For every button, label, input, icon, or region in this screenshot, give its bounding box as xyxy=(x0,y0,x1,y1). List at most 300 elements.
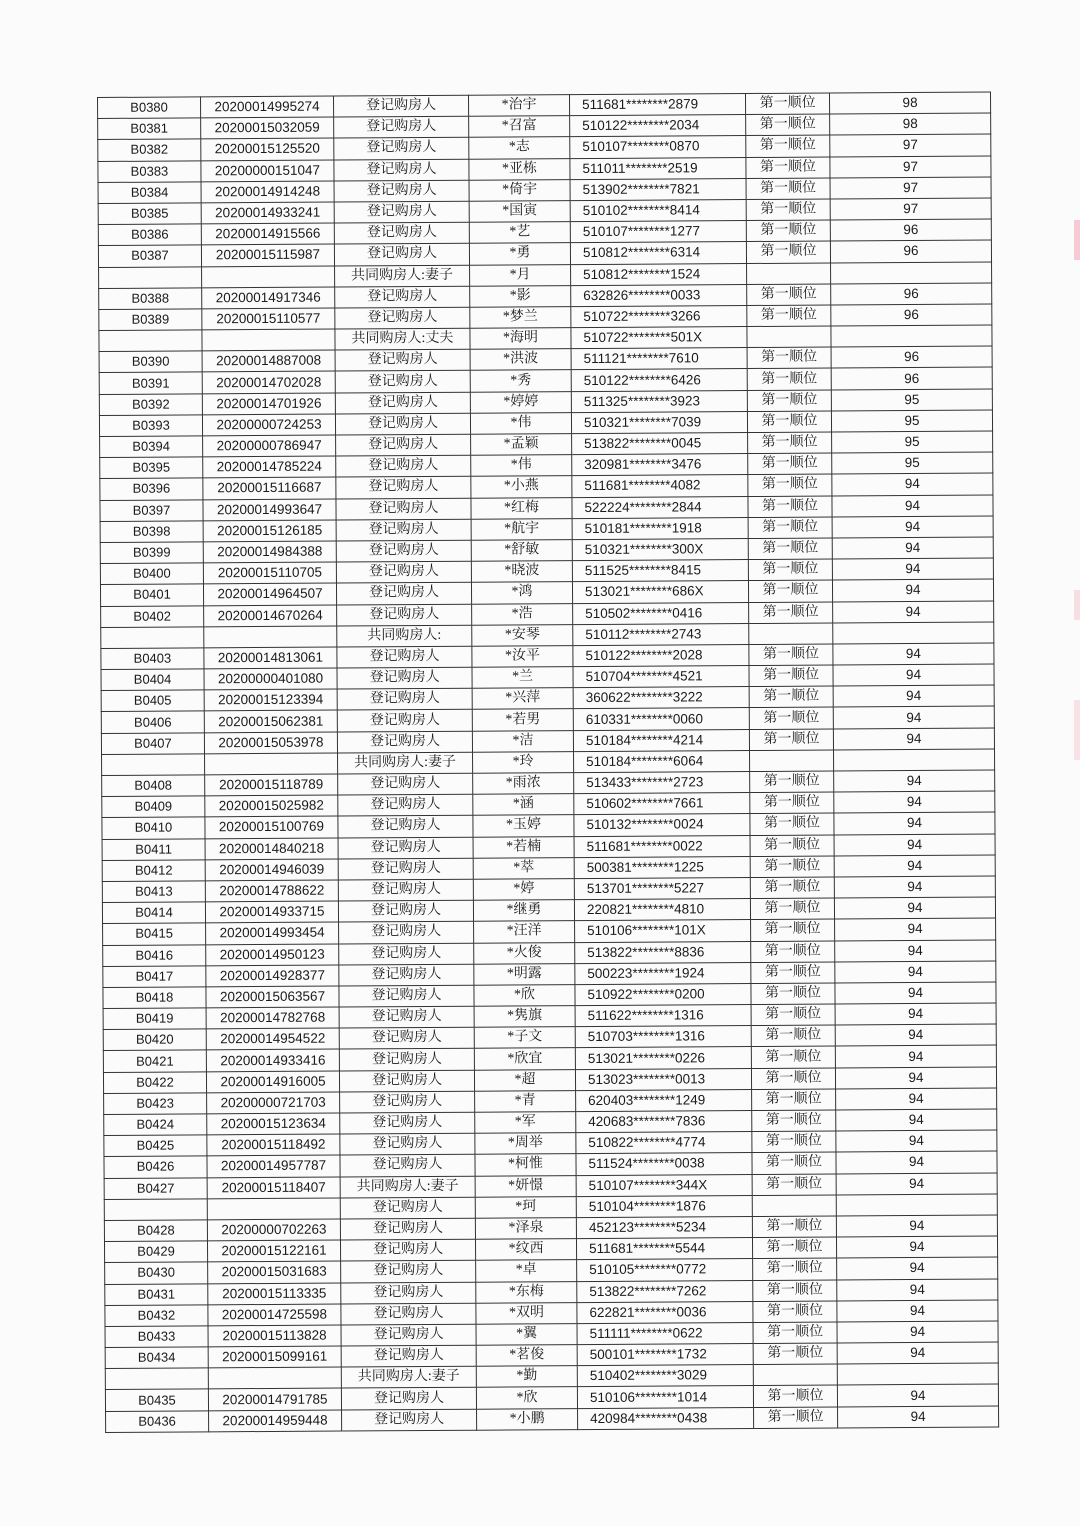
application-number-cell: 20200015031683 xyxy=(208,1261,341,1283)
seal-mark xyxy=(1074,220,1080,260)
score-cell: 95 xyxy=(831,410,992,432)
id-number-cell: 510107********344X xyxy=(576,1174,752,1196)
record-id-cell: B0411 xyxy=(102,838,205,860)
purchaser-role-cell: 登记购房人 xyxy=(340,1218,475,1240)
purchaser-name-cell: *欣 xyxy=(476,1387,577,1409)
record-id-cell: B0418 xyxy=(103,987,206,1009)
purchaser-name-cell: *汝平 xyxy=(472,645,573,667)
record-id-cell: B0407 xyxy=(101,732,204,754)
id-number-cell: 510722********3266 xyxy=(571,305,747,327)
record-id-cell xyxy=(99,266,202,288)
application-number-cell: 20200015125520 xyxy=(201,138,334,160)
purchaser-role-cell: 登记购房人 xyxy=(334,180,469,202)
id-number-cell: 510107********1277 xyxy=(570,221,746,243)
priority-order-cell: 第一顺位 xyxy=(750,877,834,899)
purchaser-name-cell: *小燕 xyxy=(471,476,572,498)
purchaser-name-cell: *梦兰 xyxy=(470,306,571,328)
application-number-cell: 20200014933241 xyxy=(201,202,334,224)
score-cell xyxy=(831,325,992,347)
score-cell: 97 xyxy=(830,134,991,156)
priority-order-cell: 第一顺位 xyxy=(751,919,835,941)
id-number-cell: 511525********8415 xyxy=(572,560,748,582)
record-id-cell: B0387 xyxy=(98,245,201,267)
record-id-cell: B0430 xyxy=(105,1262,208,1284)
id-number-cell: 510107********0870 xyxy=(570,136,746,158)
purchaser-role-cell: 登记购房人 xyxy=(339,985,474,1007)
purchaser-name-cell: *航宇 xyxy=(471,518,572,540)
purchaser-role-cell: 登记购房人 xyxy=(334,201,469,223)
record-id-cell: B0423 xyxy=(104,1093,207,1115)
purchaser-name-cell: *明露 xyxy=(474,963,575,985)
purchaser-role-cell: 共同购房人: xyxy=(337,625,472,647)
priority-order-cell: 第一顺位 xyxy=(750,898,834,920)
id-number-cell: 510922********0200 xyxy=(575,983,751,1005)
priority-order-cell: 第一顺位 xyxy=(749,707,833,729)
id-number-cell: 510105********0772 xyxy=(577,1259,753,1281)
score-cell: 94 xyxy=(835,940,996,962)
record-id-cell: B0383 xyxy=(98,160,201,182)
score-cell: 94 xyxy=(832,537,993,559)
purchaser-name-cell: *军 xyxy=(475,1112,576,1134)
purchaser-role-cell: 共同购房人:妻子 xyxy=(338,752,473,774)
purchaser-name-cell: *双明 xyxy=(476,1302,577,1324)
purchaser-role-cell: 登记购房人 xyxy=(334,222,469,244)
score-cell: 94 xyxy=(834,834,995,856)
record-id-cell: B0420 xyxy=(103,1029,206,1051)
purchaser-name-cell: *超 xyxy=(474,1069,575,1091)
priority-order-cell: 第一顺位 xyxy=(752,1152,836,1174)
application-number-cell: 20200014957787 xyxy=(207,1155,340,1177)
record-id-cell: B0416 xyxy=(103,944,206,966)
score-cell: 94 xyxy=(836,1088,997,1110)
priority-order-cell: 第一顺位 xyxy=(750,856,834,878)
record-id-cell: B0433 xyxy=(105,1326,208,1348)
purchaser-role-cell: 登记购房人 xyxy=(339,1049,474,1071)
record-id-cell: B0410 xyxy=(102,817,205,839)
score-cell: 94 xyxy=(834,791,995,813)
purchaser-role-cell: 登记购房人 xyxy=(339,922,474,944)
priority-order-cell xyxy=(747,263,831,285)
purchaser-role-cell: 登记购房人 xyxy=(337,667,472,689)
record-id-cell: B0415 xyxy=(103,923,206,945)
purchaser-role-cell: 登记购房人 xyxy=(339,964,474,986)
purchaser-name-cell: *东梅 xyxy=(476,1281,577,1303)
priority-order-cell: 第一顺位 xyxy=(753,1343,837,1365)
record-id-cell: B0435 xyxy=(105,1389,208,1411)
application-number-cell: 20200014782768 xyxy=(206,1007,339,1029)
id-number-cell: 220821********4810 xyxy=(574,899,750,921)
application-number-cell: 20200015110705 xyxy=(203,562,336,584)
application-number-cell: 20200015118789 xyxy=(205,774,338,796)
purchaser-name-cell: *鸿 xyxy=(471,582,572,604)
purchaser-role-cell: 登记购房人 xyxy=(336,434,471,456)
purchaser-name-cell: *兴萍 xyxy=(472,688,573,710)
record-id-cell: B0403 xyxy=(101,648,204,670)
purchaser-name-cell: *倚宇 xyxy=(469,179,570,201)
application-number-cell: 20200014725598 xyxy=(208,1304,341,1326)
score-cell: 94 xyxy=(834,855,995,877)
purchaser-role-cell: 登记购房人 xyxy=(337,604,472,626)
purchaser-ranking-table xyxy=(97,92,999,1433)
purchaser-name-cell: *萃 xyxy=(473,857,574,879)
purchaser-role-cell: 登记购房人 xyxy=(339,943,474,965)
application-number-cell: 20200015115987 xyxy=(201,244,334,266)
purchaser-role-cell: 登记购房人 xyxy=(341,1388,476,1410)
purchaser-name-cell: *火俊 xyxy=(474,942,575,964)
priority-order-cell: 第一顺位 xyxy=(752,1131,836,1153)
application-number-cell: 20200014995274 xyxy=(201,96,334,118)
purchaser-name-cell: *秀 xyxy=(470,370,571,392)
record-id-cell: B0417 xyxy=(103,966,206,988)
priority-order-cell: 第一顺位 xyxy=(748,538,832,560)
purchaser-name-cell: *志 xyxy=(469,137,570,159)
score-cell: 94 xyxy=(833,706,994,728)
id-number-cell: 510102********8414 xyxy=(570,199,746,221)
purchaser-role-cell: 登记购房人 xyxy=(337,710,472,732)
purchaser-name-cell: *欣宜 xyxy=(474,1048,575,1070)
id-number-cell: 513021********0226 xyxy=(575,1047,751,1069)
purchaser-role-cell: 登记购房人 xyxy=(335,307,470,329)
record-id-cell: B0382 xyxy=(98,139,201,161)
record-id-cell: B0398 xyxy=(100,521,203,543)
priority-order-cell: 第一顺位 xyxy=(752,1110,836,1132)
purchaser-name-cell: *艺 xyxy=(469,222,570,244)
record-id-cell xyxy=(104,1199,207,1221)
score-cell: 94 xyxy=(833,685,994,707)
application-number-cell: 20200014915566 xyxy=(201,223,334,245)
id-number-cell: 510184********6064 xyxy=(574,750,750,772)
score-cell: 95 xyxy=(832,452,993,474)
purchaser-role-cell: 登记购房人 xyxy=(337,688,472,710)
score-cell: 95 xyxy=(831,389,992,411)
priority-order-cell: 第一顺位 xyxy=(753,1280,837,1302)
priority-order-cell: 第一顺位 xyxy=(752,1174,836,1196)
record-id-cell: B0393 xyxy=(99,415,202,437)
priority-order-cell: 第一顺位 xyxy=(749,686,833,708)
score-cell: 96 xyxy=(830,219,991,241)
score-cell: 94 xyxy=(834,897,995,919)
record-id-cell: B0384 xyxy=(98,182,201,204)
record-id-cell: B0421 xyxy=(103,1050,206,1072)
score-cell: 94 xyxy=(835,1045,996,1067)
application-number-cell: 20200014959448 xyxy=(209,1410,342,1432)
application-number-cell: 20200000151047 xyxy=(201,160,334,182)
id-number-cell: 511121********7610 xyxy=(571,348,747,370)
record-id-cell: B0400 xyxy=(100,563,203,585)
id-number-cell: 632826********0033 xyxy=(571,284,747,306)
application-number-cell: 20200015116687 xyxy=(203,477,336,499)
purchaser-name-cell: *婷婷 xyxy=(470,391,571,413)
purchaser-role-cell: 登记购房人 xyxy=(341,1303,476,1325)
id-number-cell: 511681********5544 xyxy=(576,1238,752,1260)
id-number-cell: 510822********4774 xyxy=(576,1132,752,1154)
record-id-cell: B0434 xyxy=(105,1347,208,1369)
score-cell: 95 xyxy=(832,431,993,453)
priority-order-cell: 第一顺位 xyxy=(747,305,831,327)
score-cell xyxy=(831,262,992,284)
score-cell: 94 xyxy=(836,1151,997,1173)
purchaser-role-cell: 登记购房人 xyxy=(338,794,473,816)
purchaser-name-cell: *汪洋 xyxy=(474,921,575,943)
record-id-cell: B0390 xyxy=(99,351,202,373)
record-id-cell: B0395 xyxy=(100,457,203,479)
id-number-cell: 620403********1249 xyxy=(576,1089,752,1111)
application-number-cell xyxy=(202,266,335,288)
application-number-cell: 20200015113335 xyxy=(208,1283,341,1305)
purchaser-role-cell: 登记购房人 xyxy=(340,1133,475,1155)
application-number-cell: 20200014702028 xyxy=(202,371,335,393)
purchaser-name-cell: *继勇 xyxy=(473,900,574,922)
purchaser-name-cell: *兰 xyxy=(472,667,573,689)
purchaser-role-cell: 登记购房人 xyxy=(336,540,471,562)
id-number-cell: 513433********2723 xyxy=(574,772,750,794)
id-number-cell: 510722********501X xyxy=(571,327,747,349)
score-cell: 94 xyxy=(832,579,993,601)
purchaser-name-cell: *国寅 xyxy=(469,201,570,223)
record-id-cell xyxy=(105,1368,208,1390)
purchaser-name-cell: *青 xyxy=(475,1090,576,1112)
score-cell: 94 xyxy=(837,1342,998,1364)
score-cell: 96 xyxy=(831,346,992,368)
record-id-cell: B0436 xyxy=(106,1410,209,1432)
priority-order-cell: 第一顺位 xyxy=(751,983,835,1005)
record-id-cell: B0422 xyxy=(103,1071,206,1093)
purchaser-role-cell: 登记购房人 xyxy=(336,498,471,520)
score-cell: 94 xyxy=(835,918,996,940)
record-id-cell: B0425 xyxy=(104,1135,207,1157)
record-id-cell: B0397 xyxy=(100,499,203,521)
score-cell: 94 xyxy=(837,1384,998,1406)
score-cell: 94 xyxy=(836,1173,997,1195)
score-cell: 94 xyxy=(836,1109,997,1131)
purchaser-role-cell: 登记购房人 xyxy=(341,1282,476,1304)
purchaser-name-cell: *海明 xyxy=(470,328,571,350)
priority-order-cell: 第一顺位 xyxy=(746,157,830,179)
id-number-cell: 420984********0438 xyxy=(578,1407,754,1429)
purchaser-name-cell: *子文 xyxy=(474,1027,575,1049)
id-number-cell: 511681********4082 xyxy=(572,475,748,497)
seal-mark xyxy=(1074,590,1080,620)
score-cell: 94 xyxy=(833,643,994,665)
purchaser-role-cell: 登记购房人 xyxy=(336,455,471,477)
purchaser-name-cell: *洁 xyxy=(472,730,573,752)
application-number-cell xyxy=(202,329,335,351)
purchaser-name-cell: *雨浓 xyxy=(473,773,574,795)
score-cell: 98 xyxy=(829,92,990,114)
priority-order-cell: 第一顺位 xyxy=(750,813,834,835)
purchaser-role-cell: 登记购房人 xyxy=(335,286,470,308)
application-number-cell: 20200000401080 xyxy=(204,668,337,690)
priority-order-cell: 第一顺位 xyxy=(748,432,832,454)
purchaser-name-cell: *晓波 xyxy=(471,561,572,583)
id-number-cell: 420683********7836 xyxy=(576,1111,752,1133)
application-number-cell: 20200000702263 xyxy=(207,1219,340,1241)
priority-order-cell xyxy=(752,1195,836,1217)
score-cell: 96 xyxy=(831,367,992,389)
purchaser-role-cell: 登记购房人 xyxy=(338,773,473,795)
purchaser-role-cell: 登记购房人 xyxy=(340,1112,475,1134)
score-cell xyxy=(837,1363,998,1385)
application-number-cell: 20200014916005 xyxy=(206,1071,339,1093)
application-number-cell: 20200014813061 xyxy=(204,647,337,669)
application-number-cell: 20200015123394 xyxy=(204,689,337,711)
record-id-cell: B0431 xyxy=(105,1283,208,1305)
record-id-cell: B0414 xyxy=(102,902,205,924)
priority-order-cell: 第一顺位 xyxy=(747,347,831,369)
record-id-cell: B0413 xyxy=(102,881,205,903)
priority-order-cell xyxy=(747,326,831,348)
id-number-cell: 511011********2519 xyxy=(570,157,746,179)
priority-order-cell: 第一顺位 xyxy=(748,517,832,539)
record-id-cell: B0381 xyxy=(98,118,201,140)
priority-order-cell: 第一顺位 xyxy=(747,368,831,390)
id-number-cell: 522224********2844 xyxy=(572,496,748,518)
purchaser-name-cell: *洪波 xyxy=(470,349,571,371)
purchaser-name-cell: *孟颖 xyxy=(471,434,572,456)
application-number-cell: 20200014840218 xyxy=(205,838,338,860)
priority-order-cell: 第一顺位 xyxy=(752,1216,836,1238)
purchaser-role-cell: 登记购房人 xyxy=(341,1324,476,1346)
purchaser-role-cell: 登记购房人 xyxy=(339,1006,474,1028)
score-cell: 94 xyxy=(834,876,995,898)
priority-order-cell: 第一顺位 xyxy=(753,1258,837,1280)
application-number-cell: 20200000724253 xyxy=(202,414,335,436)
record-id-cell xyxy=(101,627,204,649)
purchaser-name-cell: *泽泉 xyxy=(475,1218,576,1240)
application-number-cell: 20200014933715 xyxy=(205,901,338,923)
application-number-cell: 20200014946039 xyxy=(205,859,338,881)
application-number-cell: 20200014887008 xyxy=(202,350,335,372)
record-id-cell: B0412 xyxy=(102,860,205,882)
purchaser-role-cell: 登记购房人 xyxy=(337,646,472,668)
priority-order-cell: 第一顺位 xyxy=(751,1025,835,1047)
id-number-cell: 511111********0622 xyxy=(577,1322,753,1344)
application-number-cell: 20200014788622 xyxy=(205,880,338,902)
purchaser-role-cell: 登记购房人 xyxy=(341,1261,476,1283)
score-cell: 96 xyxy=(831,304,992,326)
id-number-cell: 510181********1918 xyxy=(572,517,748,539)
priority-order-cell: 第一顺位 xyxy=(748,580,832,602)
id-number-cell: 513822********8836 xyxy=(575,941,751,963)
priority-order-cell xyxy=(749,623,833,645)
priority-order-cell: 第一顺位 xyxy=(748,559,832,581)
application-number-cell: 20200015110577 xyxy=(202,308,335,330)
record-id-cell: B0392 xyxy=(99,393,202,415)
id-number-cell: 513822********0045 xyxy=(572,433,748,455)
score-cell xyxy=(836,1194,997,1216)
record-id-cell: B0401 xyxy=(100,584,203,606)
score-cell: 94 xyxy=(833,601,994,623)
score-cell: 94 xyxy=(833,728,994,750)
priority-order-cell: 第一顺位 xyxy=(746,114,830,136)
record-id-cell: B0428 xyxy=(104,1220,207,1242)
purchaser-name-cell: *伟 xyxy=(471,455,572,477)
application-number-cell: 20200015118492 xyxy=(207,1134,340,1156)
purchaser-role-cell: 登记购房人 xyxy=(341,1345,476,1367)
priority-order-cell: 第一顺位 xyxy=(750,792,834,814)
record-id-cell: B0402 xyxy=(101,605,204,627)
purchaser-role-cell: 登记购房人 xyxy=(340,1091,475,1113)
record-id-cell xyxy=(102,754,205,776)
purchaser-name-cell: *玉婷 xyxy=(473,815,574,837)
purchaser-name-cell: *舒敏 xyxy=(471,540,572,562)
score-cell: 94 xyxy=(832,558,993,580)
id-number-cell: 513023********0013 xyxy=(575,1068,751,1090)
record-id-cell: B0385 xyxy=(98,203,201,225)
priority-order-cell: 第一顺位 xyxy=(749,644,833,666)
purchaser-role-cell: 登记购房人 xyxy=(336,519,471,541)
priority-order-cell: 第一顺位 xyxy=(752,1237,836,1259)
record-id-cell: B0408 xyxy=(102,775,205,797)
purchaser-role-cell: 登记购房人 xyxy=(334,244,469,266)
score-cell: 94 xyxy=(832,495,993,517)
score-cell: 94 xyxy=(837,1300,998,1322)
purchaser-role-cell: 登记购房人 xyxy=(335,392,470,414)
purchaser-name-cell: *若楠 xyxy=(473,836,574,858)
score-cell: 94 xyxy=(836,1236,997,1258)
record-id-cell xyxy=(99,330,202,352)
purchaser-name-cell: *周举 xyxy=(475,1133,576,1155)
score-cell: 97 xyxy=(830,177,991,199)
priority-order-cell: 第一顺位 xyxy=(746,135,830,157)
purchaser-role-cell: 登记购房人 xyxy=(336,561,471,583)
application-number-cell: 20200015099161 xyxy=(208,1346,341,1368)
priority-order-cell: 第一顺位 xyxy=(748,474,832,496)
purchaser-name-cell: *纹西 xyxy=(475,1239,576,1261)
purchaser-role-cell: 登记购房人 xyxy=(336,477,471,499)
id-number-cell: 510402********3029 xyxy=(577,1365,753,1387)
priority-order-cell: 第一顺位 xyxy=(751,1004,835,1026)
record-id-cell: B0388 xyxy=(99,288,202,310)
id-number-cell: 500381********1225 xyxy=(574,856,750,878)
record-id-cell: B0394 xyxy=(100,436,203,458)
application-number-cell: 20200015123634 xyxy=(207,1113,340,1135)
purchaser-role-cell: 登记购房人 xyxy=(338,879,473,901)
application-number-cell: 20200014914248 xyxy=(201,181,334,203)
purchaser-role-cell: 登记购房人 xyxy=(335,371,470,393)
id-number-cell: 511325********3923 xyxy=(571,390,747,412)
purchaser-name-cell: *浩 xyxy=(472,603,573,625)
purchaser-role-cell: 登记购房人 xyxy=(335,349,470,371)
purchaser-name-cell: *柯惟 xyxy=(475,1154,576,1176)
priority-order-cell: 第一顺位 xyxy=(747,411,831,433)
purchaser-role-cell: 登记购房人 xyxy=(340,1197,475,1219)
priority-order-cell: 第一顺位 xyxy=(753,1385,837,1407)
priority-order-cell: 第一顺位 xyxy=(749,729,833,751)
purchaser-name-cell: *小鹏 xyxy=(477,1408,578,1430)
score-cell: 94 xyxy=(835,1003,996,1025)
record-id-cell: B0380 xyxy=(98,97,201,119)
application-number-cell xyxy=(205,753,338,775)
purchaser-name-cell: *伟 xyxy=(470,412,571,434)
id-number-cell: 510703********1316 xyxy=(575,1026,751,1048)
id-number-cell: 510106********101X xyxy=(575,920,751,942)
purchaser-name-cell: *若男 xyxy=(472,709,573,731)
record-id-cell: B0409 xyxy=(102,796,205,818)
score-cell: 97 xyxy=(830,156,991,178)
purchaser-name-cell: *卓 xyxy=(476,1260,577,1282)
score-cell: 94 xyxy=(833,664,994,686)
purchaser-role-cell: 登记购房人 xyxy=(338,837,473,859)
score-cell: 96 xyxy=(830,240,991,262)
score-cell: 98 xyxy=(830,113,991,135)
id-number-cell: 510321********7039 xyxy=(571,411,747,433)
purchaser-role-cell: 登记购房人 xyxy=(338,900,473,922)
priority-order-cell: 第一顺位 xyxy=(747,390,831,412)
record-id-cell: B0405 xyxy=(101,690,204,712)
priority-order-cell: 第一顺位 xyxy=(748,453,832,475)
application-number-cell: 20200015113828 xyxy=(208,1325,341,1347)
